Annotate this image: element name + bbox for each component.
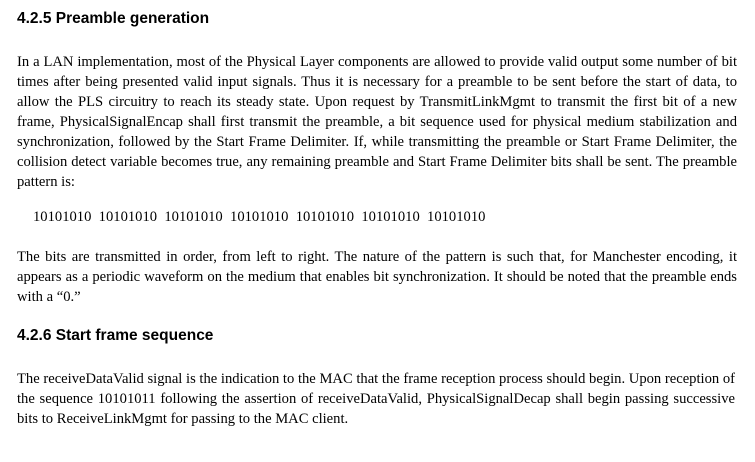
start-frame-paragraph: The receiveDataValid signal is the indication to the MAC that the frame reception process should begin. Upon reception of the sequence 10101011 following the assertion of receiveDataValid, PhysicalSignalDecap shall begin passing successive bits to ReceiveLinkMgmt for passing to the MAC client. [17, 371, 735, 427]
section-heading-preamble-generation: 4.2.5 Preamble generation [17, 10, 210, 27]
bit-order-paragraph: The bits are transmitted in order, from left to right. The nature of the pattern is such that, for Manchester encoding, it appears as a periodic waveform on the medium that enables bit synchronization. It should be noted that the preamble ends with a “0.” [17, 249, 737, 305]
preamble-intro-paragraph: In a LAN implementation, most of the Physical Layer components are allowed to provide valid output some number of bit times after being presented valid input signals. Thus it is necessary for a preamble to be sent before the start of data, to allow the PLS circuitry to reach its steady state. Upon request by TransmitLinkMgmt to transmit the first bit of a new frame, PhysicalSignalEncap shall first transmit the preamble, a bit sequence used for physical medium stabilization and synchronization, followed by the Start Frame Delimiter. If, while transmitting the preamble or Start Frame Delimiter, the collision detect variable becomes true, any remaining preamble and Start Frame Delimiter bits shall be sent. The preamble pattern is: [17, 54, 737, 190]
section-heading-start-frame-sequence: 4.2.6 Start frame sequence [17, 327, 214, 344]
preamble-pattern: 10101010 10101010 10101010 10101010 10101010 10101010 10101010 [33, 209, 486, 225]
